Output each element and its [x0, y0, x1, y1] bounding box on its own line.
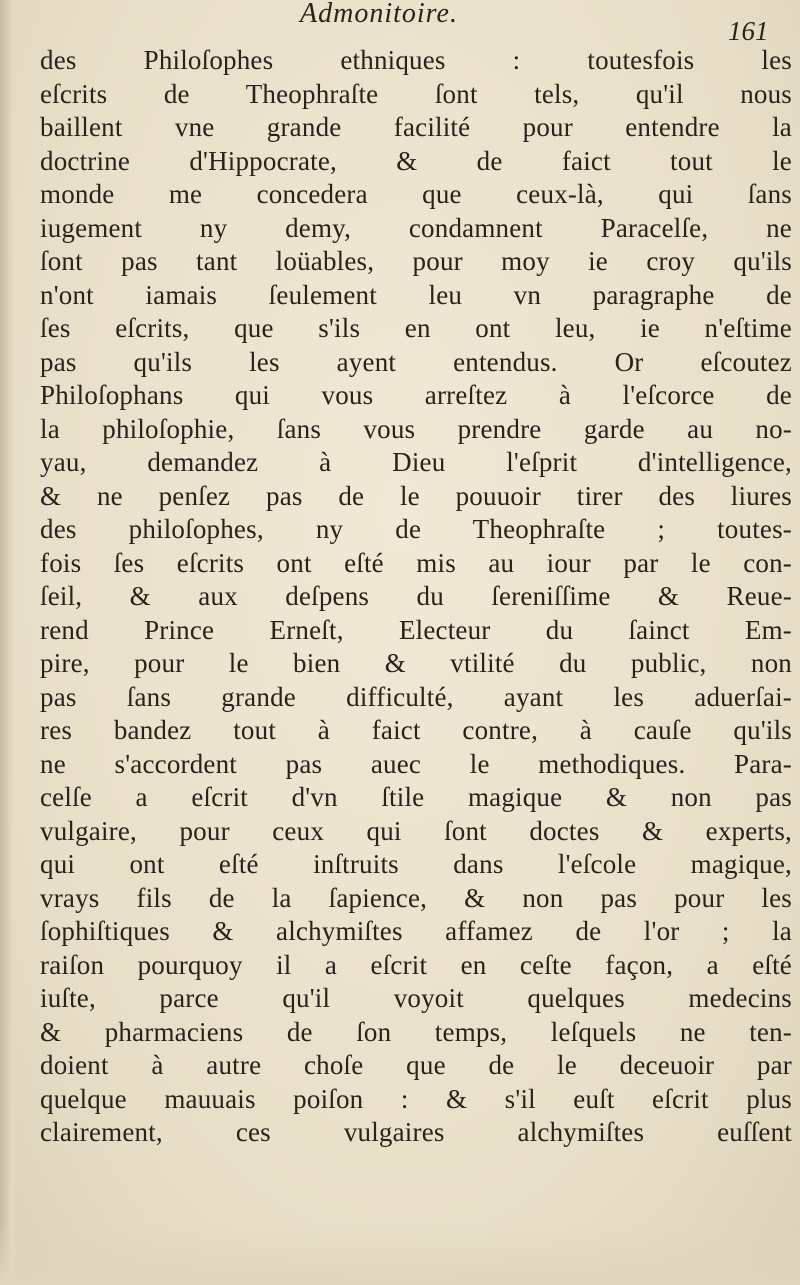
text-line: ſeil, & aux deſpens du ſereniſſime & Reue-: [40, 581, 792, 611]
text-line: ſes eſcrits, que s'ils en ont leu, ie n'eſtime: [40, 313, 792, 343]
text-line: celſe a eſcrit d'vn ſtile magique & non pas: [40, 782, 792, 812]
text-line: ſophiſtiques & alchymiſtes affamez de l'or ; la: [40, 916, 792, 946]
text-line: vulgaire, pour ceux qui ſont doctes & experts,: [40, 815, 792, 846]
text-line: monde me concedera que ceux-là, qui ſans: [40, 179, 792, 209]
text-line: eſcrits de Theophraſte ſont tels, qu'il nous: [40, 78, 792, 109]
text-line: raiſon pourquoy il a eſcrit en ceſte façon, a eſté: [40, 949, 792, 980]
text-line: & ne penſez pas de le pouuoir tirer des liures: [40, 480, 792, 511]
text-line: clairement, ces vulgaires alchymiſtes euſſent: [40, 1117, 792, 1147]
page-gutter: [0, 0, 14, 1285]
text-line: des Philoſophes ethniques : toutesfois les: [40, 45, 792, 75]
running-head: Admonitoire.: [300, 0, 458, 29]
text-line: ſont pas tant loüables, pour moy ie croy qu'ils: [40, 246, 792, 276]
text-line: doient à autre choſe que de le deceuoir par: [40, 1050, 792, 1080]
text-line: iugement ny demy, condamnent Paracelſe, ne: [40, 212, 792, 243]
text-line: qui ont eſté inſtruits dans l'eſcole magique,: [40, 849, 792, 879]
text-line: iuſte, parce qu'il voyoit quelques medecins: [40, 983, 792, 1013]
text-line: & pharmaciens de ſon temps, leſquels ne ten-: [40, 1016, 792, 1047]
text-line: res bandez tout à faict contre, à cauſe qu'ils: [40, 715, 792, 745]
text-line: quelque mauuais poiſon : & s'il euſt eſcrit plus: [40, 1083, 792, 1114]
text-line: vrays fils de la ſapience, & non pas pour les: [40, 882, 792, 913]
text-line: pas qu'ils les ayent entendus. Or eſcoutez: [40, 346, 792, 377]
page-bottom-shade: [0, 1225, 800, 1285]
text-line: doctrine d'Hippocrate, & de faict tout le: [40, 145, 792, 176]
text-line: pire, pour le bien & vtilité du public, non: [40, 648, 792, 678]
body-text: [40, 44, 792, 1150]
text-line: fois ſes eſcrits ont eſté mis au iour par le con-: [40, 547, 792, 578]
text-line: yau, demandez à Dieu l'eſprit d'intelligence,: [40, 447, 792, 477]
text-line: baillent vne grande facilité pour entendre la: [40, 112, 792, 142]
text-line: pas ſans grande difficulté, ayant les aduerſai-: [40, 681, 792, 712]
text-line: la philoſophie, ſans vous prendre garde au no-: [40, 413, 792, 444]
page-number: 161: [728, 16, 769, 46]
text-line: rend Prince Erneſt, Electeur du ſainct Em-: [40, 614, 792, 645]
text-line: des philoſophes, ny de Theophraſte ; toutes-: [40, 514, 792, 544]
text-line: ne s'accordent pas auec le methodiques. Para-: [40, 748, 792, 779]
text-line: n'ont iamais ſeulement leu vn paragraphe de: [40, 279, 792, 310]
text-line: Philoſophans qui vous arreſtez à l'eſcorce de: [40, 380, 792, 410]
